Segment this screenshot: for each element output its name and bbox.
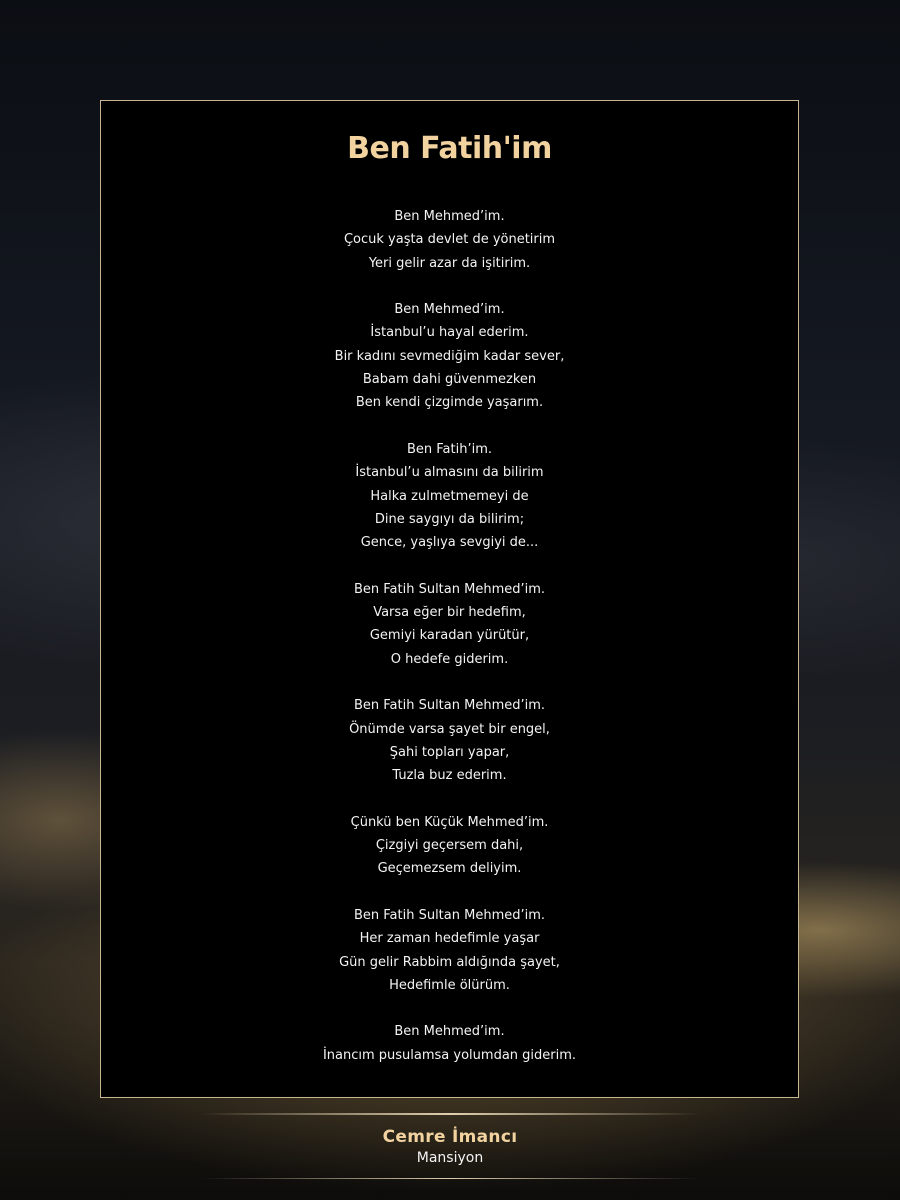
- poem-line: Tuzla buz ederim.: [392, 768, 507, 784]
- poem-stanza: [101, 811, 798, 881]
- poem-line: İnancım pusulamsa yolumdan giderim.: [322, 1047, 577, 1063]
- poem-line: Ben Mehmed’im.: [394, 302, 505, 318]
- footer: [0, 1126, 900, 1168]
- poem-line: Dine saygıyı da bilirim;: [374, 511, 525, 527]
- poem-line: Gence, yaşlıya sevgiyi de...: [360, 535, 539, 551]
- poem-line: İstanbul’u almasını da bilirim: [355, 465, 544, 481]
- footer-divider-top: [200, 1113, 700, 1115]
- poem-line: Gemiyi karadan yürütür,: [369, 628, 530, 644]
- poem-stanza: [101, 1020, 798, 1067]
- poem-line: Önümde varsa şayet bir engel,: [349, 721, 550, 737]
- poem-line: Ben Fatih’im.: [406, 441, 493, 457]
- poem-line: Ben Fatih Sultan Mehmed’im.: [353, 698, 546, 714]
- poem-line: Yeri gelir azar da işitirim.: [368, 255, 531, 271]
- poem-line: Ben Fatih Sultan Mehmed’im.: [353, 907, 546, 923]
- poem-line: İstanbul’u hayal ederim.: [370, 325, 529, 341]
- poem-line: Babam dahi güvenmezken: [362, 372, 537, 388]
- poem-line: Halka zulmetmemeyi de: [370, 488, 529, 504]
- author-name: Cemre İmancı: [382, 1127, 518, 1147]
- poem-line: Ben Mehmed’im.: [394, 209, 505, 224]
- poem-line: Varsa eğer bir hedefim,: [373, 605, 526, 621]
- poem-stanza: [101, 438, 798, 554]
- poem-stanza: [101, 298, 798, 414]
- poem-title: Ben Fatih'im: [347, 131, 552, 166]
- poem-line: Ben Fatih Sultan Mehmed’im.: [353, 581, 546, 597]
- poem-stanza: [101, 578, 798, 671]
- poem-line: O hedefe giderim.: [390, 651, 509, 667]
- publisher-name: Mansiyon: [416, 1150, 484, 1166]
- poem-line: Her zaman hedefimle yaşar: [359, 931, 540, 947]
- poem-body: [101, 205, 798, 1090]
- poem-line: Şahi topları yapar,: [389, 744, 510, 760]
- poem-line: Çizgiyi geçersem dahi,: [375, 838, 524, 854]
- poem-line: Çünkü ben Küçük Mehmed’im.: [350, 814, 549, 830]
- poem-line: Gün gelir Rabbim aldığında şayet,: [339, 954, 560, 970]
- poem-card: [100, 100, 799, 1098]
- poem-line: Geçemezsem deliyim.: [377, 861, 522, 877]
- poem-line: Bir kadını sevmediğim kadar sever,: [334, 348, 565, 364]
- poem-line: Hedefimle ölürüm.: [389, 977, 510, 993]
- poem-stanza: [101, 205, 798, 275]
- poem-stanza: [101, 694, 798, 787]
- poem-line: Çocuk yaşta devlet de yönetirim: [343, 232, 556, 248]
- footer-divider-bottom: [200, 1178, 700, 1179]
- poem-line: Ben kendi çizgimde yaşarım.: [355, 395, 544, 411]
- poem-line: Ben Mehmed’im.: [394, 1024, 505, 1040]
- poem-stanza: [101, 904, 798, 997]
